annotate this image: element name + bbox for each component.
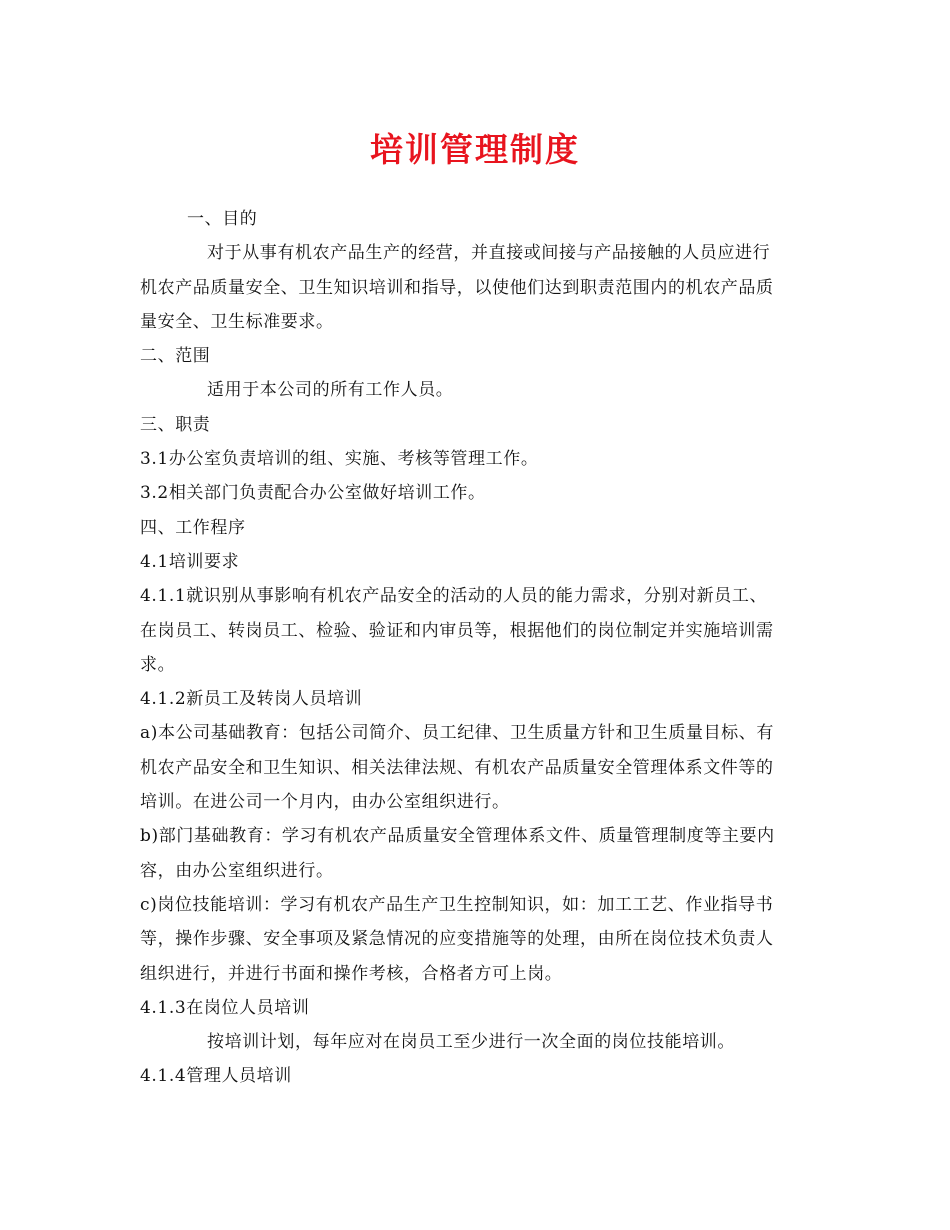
body-line: 4.1.3在岗位人员培训: [140, 997, 310, 1018]
body-line: 4.1培训要求: [140, 551, 240, 572]
body-line: 3.2相关部门负责配合办公室做好培训工作。: [140, 483, 486, 504]
document-body: [140, 202, 816, 1094]
body-line: 四、工作程序: [140, 517, 246, 538]
body-line: 二、范围: [140, 346, 211, 367]
body-line: b)部门基础教育：学习有机农产品质量安全管理体系文件、质量管理制度等主要内: [140, 826, 775, 847]
body-line: 量安全、卫生标准要求。: [140, 311, 334, 332]
body-line: 组织进行，并进行书面和操作考核，合格者方可上岗。: [140, 963, 563, 984]
body-line: 机农产品质量安全、卫生知识培训和指导，以使他们达到职责范围内的机农产品质: [140, 277, 774, 298]
body-line: 一、目的: [187, 209, 258, 229]
body-line: 在岗员工、转岗员工、检验、验证和内审员等，根据他们的岗位制定并实施培训需: [140, 620, 774, 641]
body-line: 按培训计划，每年应对在岗员工至少进行一次全面的岗位技能培训。: [207, 1032, 735, 1053]
body-line: 容，由办公室组织进行。: [140, 860, 334, 881]
body-line: 4.1.1就识别从事影响有机农产品安全的活动的人员的能力需求，分别对新员工、: [140, 586, 768, 607]
body-line: 对于从事有机农产品生产的经营，并直接或间接与产品接触的人员应进行: [207, 243, 771, 264]
body-line: 3.1办公室负责培训的组、实施、考核等管理工作。: [140, 449, 539, 470]
body-line: c)岗位技能培训：学习有机农产品生产卫生控制知识，如：加工工艺、作业指导书: [140, 894, 774, 915]
document-title: 培训管理制度: [370, 130, 580, 169]
body-line: 适用于本公司的所有工作人员。: [207, 380, 454, 401]
body-line: 4.1.2新员工及转岗人员培训: [140, 689, 363, 710]
body-line: 4.1.4管理人员培训: [140, 1066, 292, 1087]
body-line: 求。: [140, 654, 176, 675]
body-line: 机农产品安全和卫生知识、相关法律法规、有机农产品质量安全管理体系文件等的: [140, 757, 774, 778]
body-line: 培训。在进公司一个月内，由办公室组织进行。: [140, 792, 510, 813]
body-line: 三、职责: [140, 414, 211, 435]
body-line: 等，操作步骤、安全事项及紧急情况的应变措施等的处理，由所在岗位技术负责人: [140, 929, 774, 950]
body-line: a)本公司基础教育：包括公司简介、员工纪律、卫生质量方针和卫生质量目标、有: [140, 723, 774, 744]
